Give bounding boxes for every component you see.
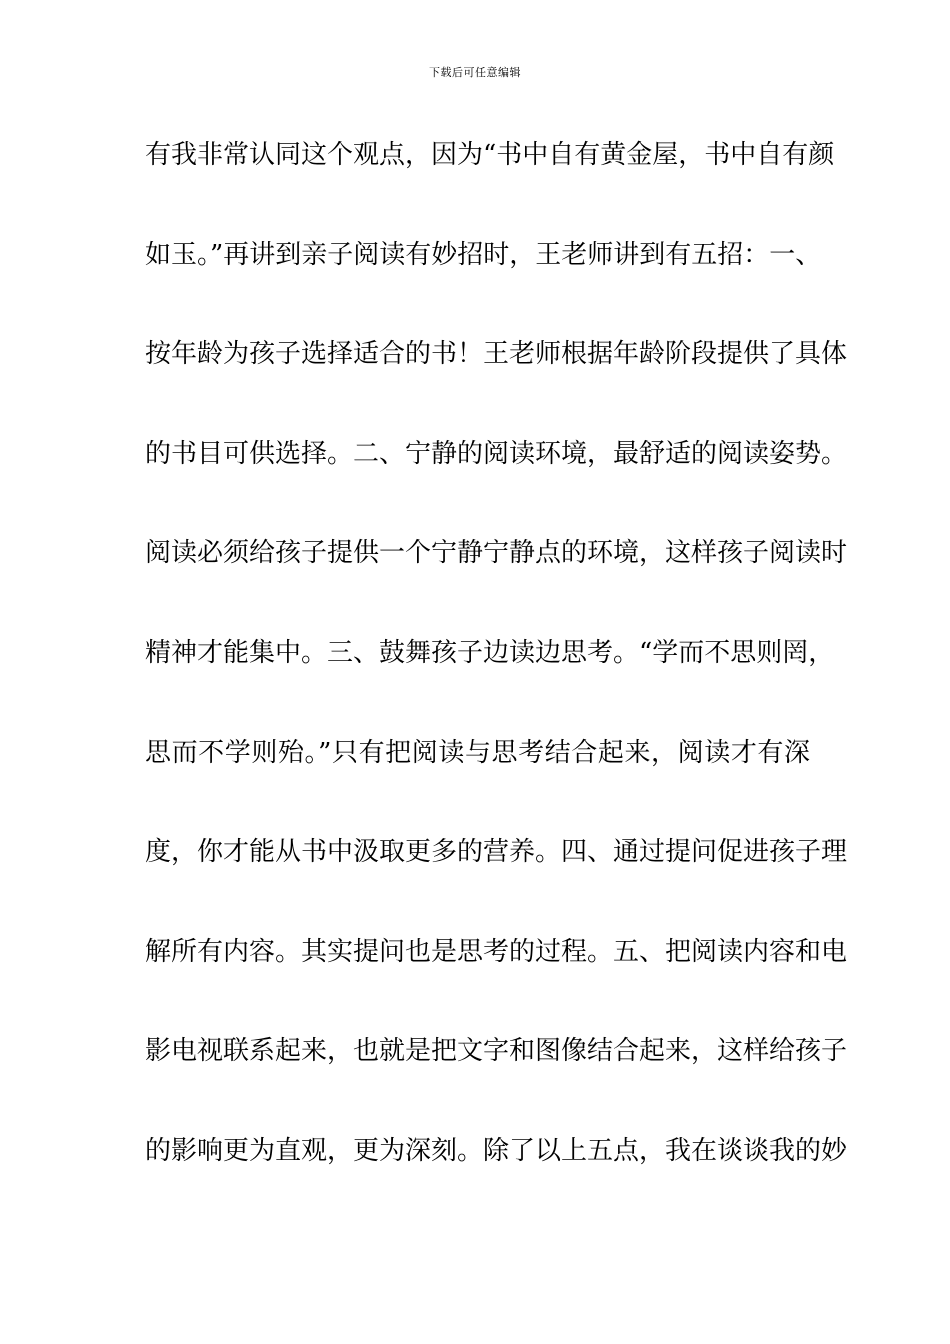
text-line: 有我非常认同这个观点，因为“书中自有黄金屋，书中自有颜 <box>145 140 835 170</box>
text-line: 阅读必须给孩子提供一个宁静宁静点的环境，这样孩子阅读时 <box>145 538 848 569</box>
body-text <box>145 135 848 1231</box>
text-line: 思而不学则殆。”只有把阅读与思考结合起来，阅读才有深 <box>145 737 810 768</box>
text-line: 的书目可供选择。二、宁静的阅读环境，最舒适的阅读姿势。 <box>145 438 848 469</box>
text-line: 如玉。”再讲到亲子阅读有妙招时，王老师讲到有五招：一、 <box>145 239 822 270</box>
text-line: 精神才能集中。三、鼓舞孩子边读边思考。“学而不思则罔， <box>145 637 835 668</box>
page-header: 下载后可任意编辑 <box>429 66 521 79</box>
text-line: 按年龄为孩子选择适合的书！王老师根据年龄阶段提供了具体 <box>145 339 848 370</box>
text-line: 影电视联系起来，也就是把文字和图像结合起来，这样给孩子 <box>145 1036 848 1067</box>
text-line: 度，你才能从书中汲取更多的营养。四、通过提问促进孩子理 <box>145 837 848 868</box>
text-line: 的影响更为直观，更为深刻。除了以上五点，我在谈谈我的妙 <box>145 1135 848 1166</box>
text-line: 解所有内容。其实提问也是思考的过程。五、把阅读内容和电 <box>145 936 848 967</box>
